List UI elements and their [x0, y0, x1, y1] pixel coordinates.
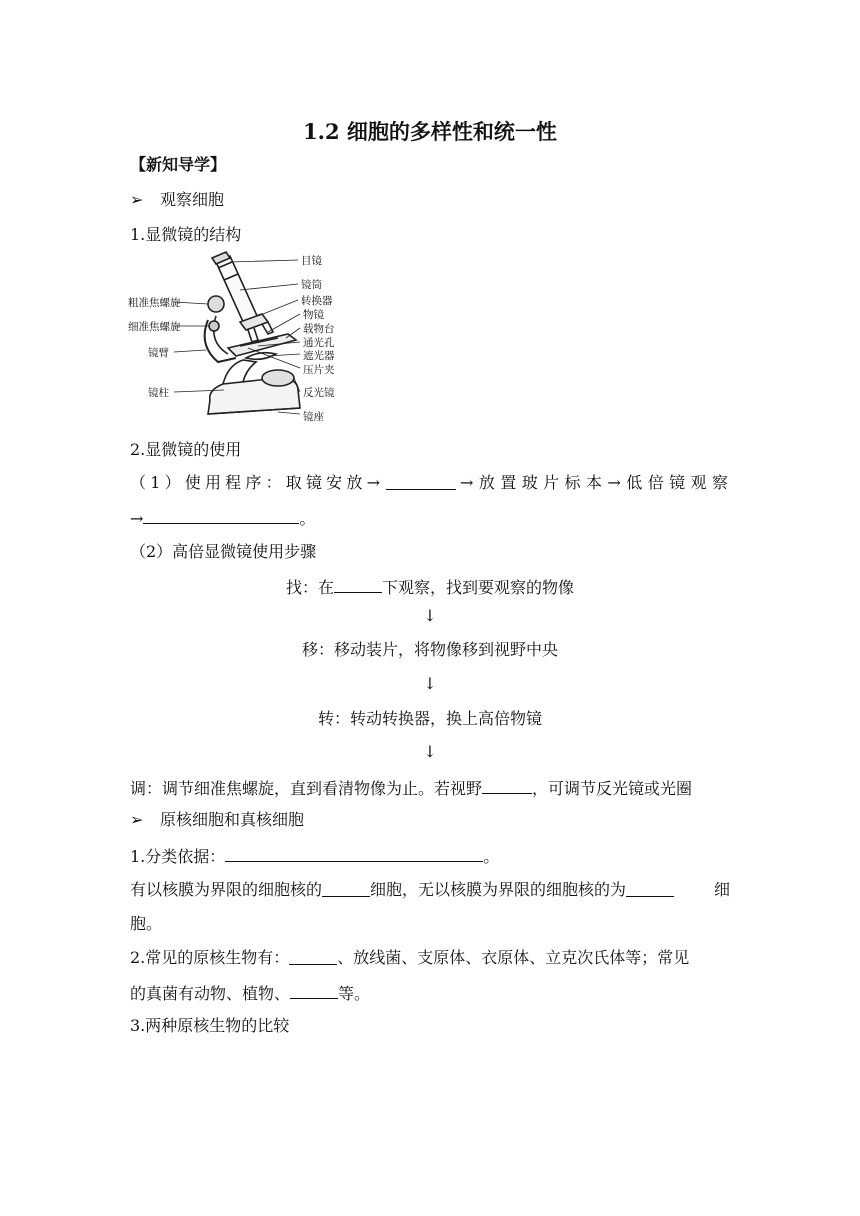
- step-find: [0, 574, 860, 598]
- step-adjust-b: ，可调节反光镜或光圈: [532, 779, 693, 798]
- procedure-end: 。: [299, 509, 316, 528]
- common-blank-1: [289, 946, 337, 965]
- common-blank-2: [290, 980, 338, 999]
- common-text-c: 的真菌有动物、植物、: [130, 984, 291, 1003]
- procedure-line-2: [130, 505, 730, 529]
- step-find-a: 找：在: [285, 578, 334, 597]
- label-aperture: 通光孔: [303, 337, 335, 349]
- procedure-text-b: →放置玻片标本→低倍镜观察: [460, 473, 730, 492]
- label-tube: 镜筒: [301, 279, 322, 291]
- nucleus-sentence: [130, 878, 730, 902]
- step-find-b: 下观察，找到要观察的物像: [382, 578, 575, 597]
- down-arrow-icon: ↓: [423, 742, 437, 761]
- label-objective: 物镜: [303, 309, 324, 321]
- label-eyepiece: 目镜: [301, 255, 322, 267]
- nucleus-text-c: 细: [713, 880, 730, 899]
- sec2-heading: 原核细胞和真核细胞: [160, 810, 305, 829]
- common-text-b: 、放线菌、支原体、衣原体、立克次氏体等；常见: [337, 948, 690, 967]
- procedure-line-1: [130, 471, 730, 495]
- label-arm: 镜臂: [148, 347, 169, 359]
- common-text-a: 2.常见的原核生物有：: [130, 948, 290, 967]
- page-title: 1.2 细胞的多样性和统一性: [303, 119, 557, 144]
- label-coarse-focus: 粗准焦螺旋: [128, 297, 181, 309]
- high-power-steps-label: （2）高倍显微镜使用步骤: [130, 542, 317, 561]
- down-arrow-icon: ↓: [423, 606, 437, 625]
- sec1-heading: 观察细胞: [160, 190, 225, 209]
- label-diaphragm: 遮光器: [303, 350, 335, 362]
- arrow-bullet-icon: ➢: [130, 810, 144, 829]
- label-base: 镜座: [303, 411, 324, 423]
- arrow-bullet-icon: ➢: [130, 190, 144, 209]
- down-arrow-icon: ↓: [423, 674, 437, 693]
- label-pillar: 镜柱: [148, 387, 169, 399]
- prokaryote-comparison-label: 3.两种原核生物的比较: [130, 1016, 290, 1035]
- step-adjust-a: 调：调节细准焦螺旋，直到看清物像为止。若视野: [130, 779, 483, 798]
- label-fine-focus: 细准焦螺旋: [128, 321, 181, 333]
- nucleus-text-a: 有以核膜为界限的细胞核的: [130, 880, 323, 899]
- procedure-blank-2: [143, 505, 299, 524]
- nucleus-sentence-end: 胞。: [130, 914, 163, 933]
- microscope-structure-label: 1.显微镜的结构: [130, 225, 242, 244]
- microscope-figure: [128, 250, 348, 426]
- step-adjust-blank: [482, 775, 532, 794]
- nucleus-blank-1: [322, 878, 370, 897]
- step-adjust: [130, 775, 730, 799]
- procedure-blank-1: [386, 471, 456, 490]
- procedure-text-a: （1）使用程序：取镜安放→: [130, 473, 382, 492]
- step-move: 移：移动装片，将物像移到视野中央: [301, 640, 558, 659]
- common-organisms-line-2: [130, 980, 730, 1004]
- common-text-d: 等。: [338, 984, 371, 1003]
- sec1-heading-line: [130, 188, 730, 212]
- nucleus-blank-2: [626, 878, 674, 897]
- nucleus-text-b: 细胞，无以核膜为界限的细胞核的为: [370, 880, 627, 899]
- microscope-usage-label: 2.显微镜的使用: [130, 440, 242, 459]
- step-turn: 转：转动转换器，换上高倍物镜: [317, 709, 542, 728]
- label-mirror: 反光镜: [303, 387, 335, 399]
- label-clip: 压片夹: [303, 364, 335, 376]
- label-nosepiece: 转换器: [301, 295, 333, 307]
- classification-basis: [130, 843, 730, 867]
- section-header: 【新知导学】: [130, 155, 227, 174]
- basis-end: 。: [483, 847, 500, 866]
- step-find-blank: [334, 574, 382, 593]
- basis-label: 1.分类依据：: [130, 847, 226, 866]
- common-organisms-line-1: [130, 946, 730, 970]
- procedure-arrow: →: [130, 509, 144, 528]
- basis-blank: [225, 843, 483, 862]
- label-stage: 载物台: [303, 323, 335, 335]
- sec2-heading-line: [130, 808, 730, 832]
